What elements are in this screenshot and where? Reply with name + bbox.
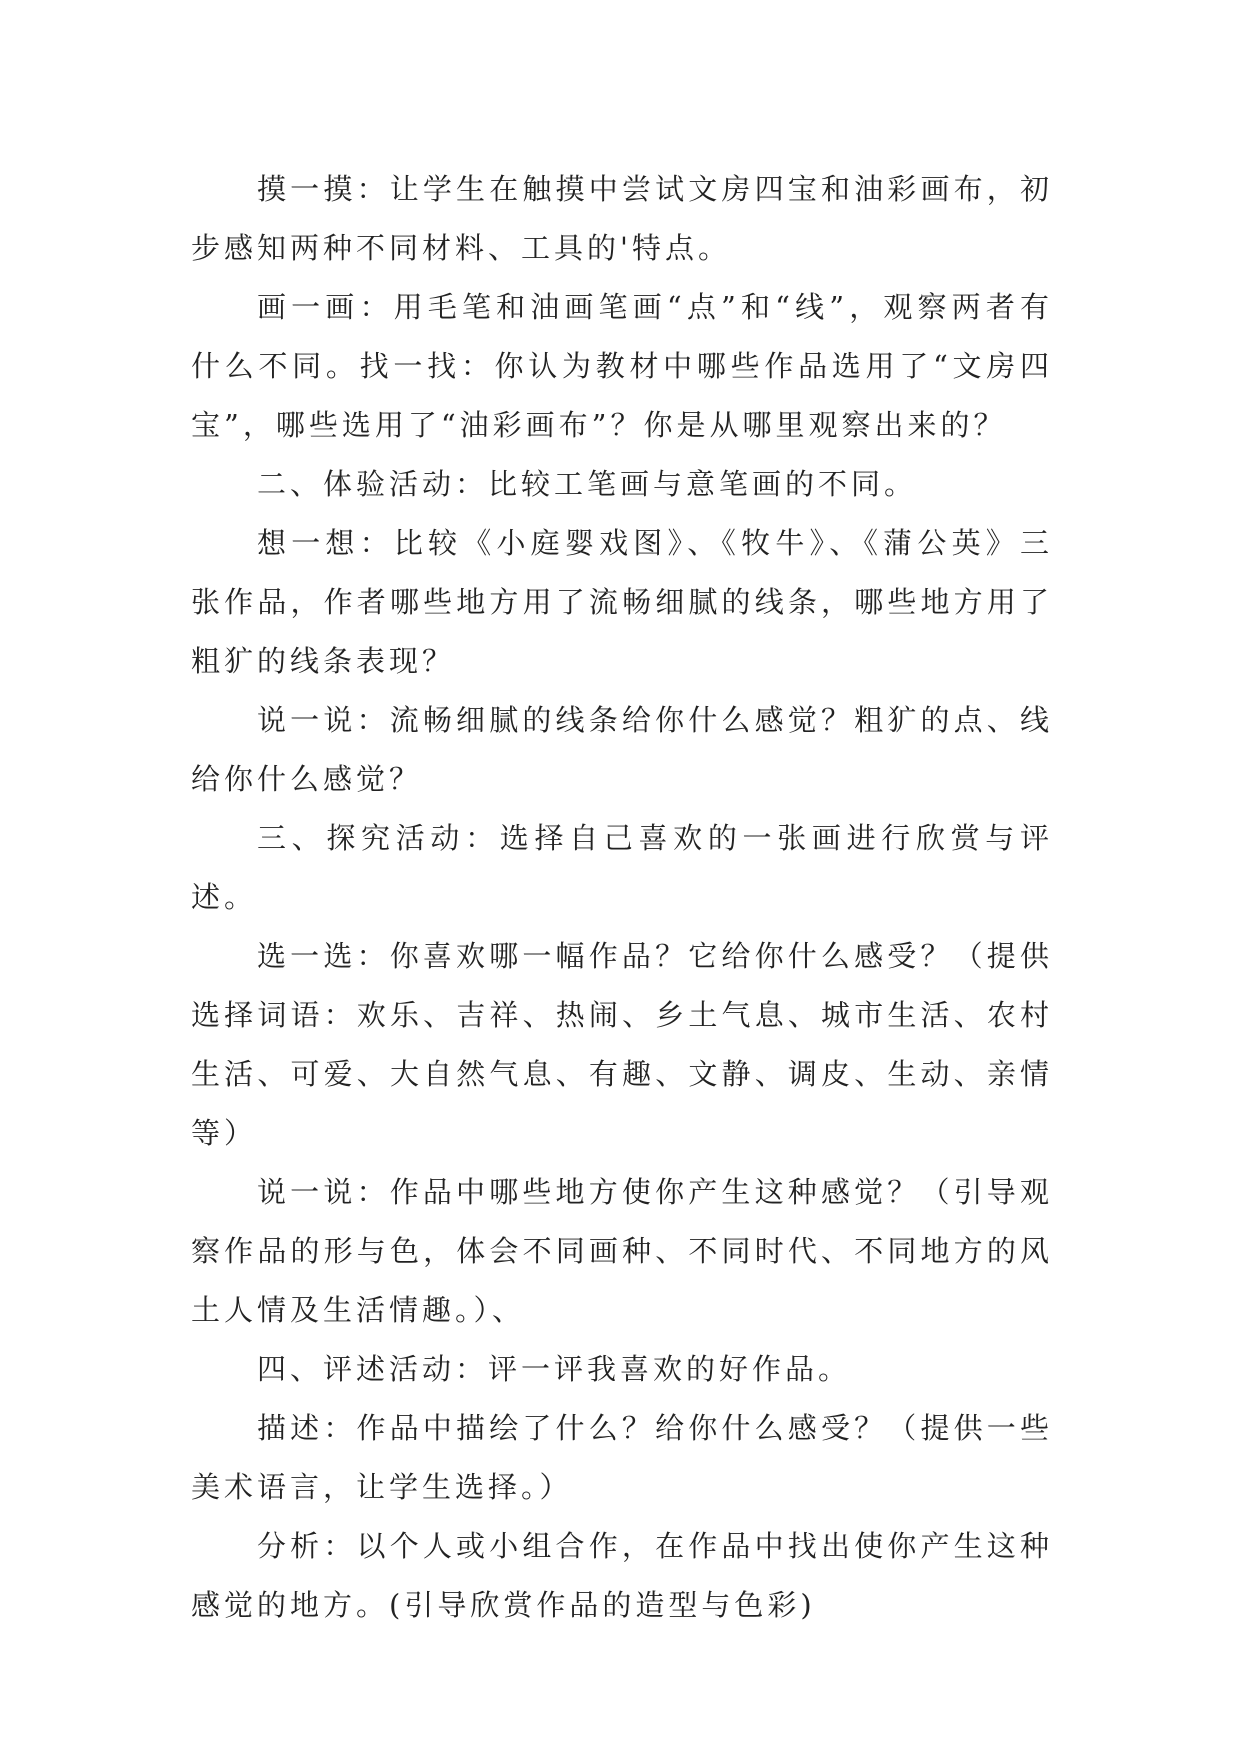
paragraph-choose: 选一选：你喜欢哪一幅作品？它给你什么感受？（提供选择词语：欢乐、吉祥、热闹、乡土气息、城市生活、农村生活、可爱、大自然气息、有趣、文静、调皮、生动、亲情等） [191, 939, 1053, 1150]
section-heading-experience: 二、体验活动：比较工笔画与意笔画的不同。 [257, 467, 918, 501]
paragraph-say-feeling: 说一说：作品中哪些地方使你产生这种感觉？（引导观察作品的形与色，体会不同画种、不同时代、不同地方的风土人情及生活情趣。）、 [191, 1175, 1053, 1327]
section-heading-review: 四、评述活动：评一评我喜欢的好作品。 [257, 1352, 852, 1386]
section-heading-explore: 三、探究活动：选择自己喜欢的一张画进行欣赏与评述。 [191, 821, 1053, 914]
document-body [191, 160, 1053, 1635]
paragraph-touch: 摸一摸：让学生在触摸中尝试文房四宝和油彩画布，初步感知两种不同材料、工具的'特点。 [191, 172, 1053, 265]
paragraph-think: 想一想：比较《小庭婴戏图》、《牧牛》、《蒲公英》三张作品，作者哪些地方用了流畅细腻的线条，哪些地方用了粗犷的线条表现？ [191, 526, 1053, 678]
paragraph-describe: 描述：作品中描绘了什么？给你什么感受？（提供一些美术语言，让学生选择。） [191, 1411, 1053, 1504]
paragraph-say-lines: 说一说：流畅细腻的线条给你什么感觉？粗犷的点、线给你什么感觉？ [191, 703, 1053, 796]
paragraph-analyze: 分析：以个人或小组合作，在作品中找出使你产生这种感觉的地方。(引导欣赏作品的造型与色彩) [191, 1529, 1053, 1622]
paragraph-draw-find: 画一画：用毛笔和油画笔画“点”和“线”，观察两者有什么不同。找一找：你认为教材中哪些作品选用了“文房四宝”，哪些选用了“油彩画布”？你是从哪里观察出来的？ [191, 290, 1053, 442]
